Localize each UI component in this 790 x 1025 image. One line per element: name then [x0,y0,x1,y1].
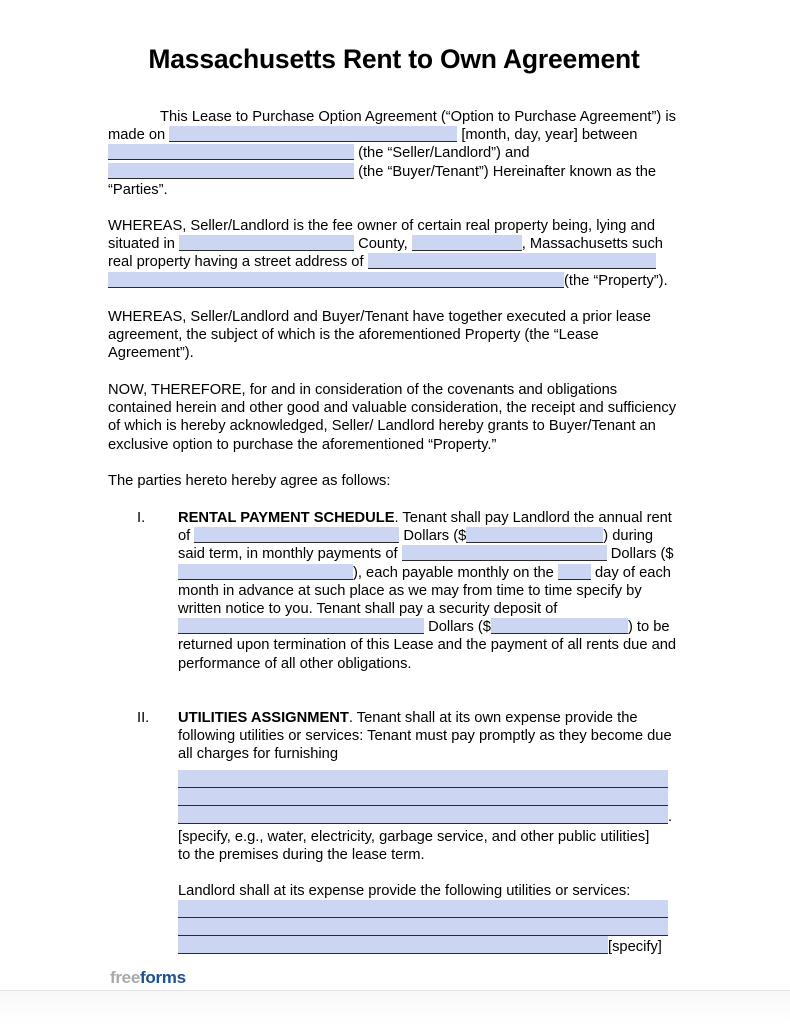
tenant-utilities-line-2[interactable] [178,788,668,806]
tenant-utilities-line-3-row [178,806,680,826]
now-therefore-paragraph: NOW, THEREFORE, for and in consideration of the covenants and obligations contained herein and other good and valuable consideration, the receipt and sufficiency of which is hereby acknowledged, Seller/ Landlord hereby grants to Buyer/Tenant an exclusive option to purchase the aforementioned “Property.” [108,382,677,453]
section-utilities-assignment [108,709,680,957]
freeforms-logo[interactable] [110,968,186,988]
whereas1-text-4: (the “Property”). [564,272,668,289]
section-1-text-7: Dollars ($ [424,619,491,636]
section-1-text-6: day of each month in advance at such place as we may from time to time specify by written notice to you. Tenant shall pay a security deposit of [178,564,671,618]
street-address-blank-field-2[interactable] [108,272,564,288]
page-shadow-area [0,990,790,1025]
monthly-rent-amount-field[interactable] [178,564,353,580]
monthly-rent-words-field[interactable] [402,545,607,561]
buyer-tenant-blank-field[interactable] [108,163,354,179]
street-address-blank-field-1[interactable] [368,253,656,269]
logo-text-free: free [110,968,140,987]
annual-rent-words-field[interactable] [194,527,399,543]
landlord-utilities-line-3[interactable] [178,936,608,954]
section-1-text-5: ), each payable monthly on the [353,564,558,581]
section-2-title: UTILITIES ASSIGNMENT [178,710,349,726]
section-2-period: . [668,808,673,825]
tenant-utilities-line-1[interactable] [178,770,668,788]
city-blank-field[interactable] [412,235,522,251]
security-deposit-amount-field[interactable] [491,618,628,634]
section-1-text-3: ) during said term, in monthly payments of [178,528,654,563]
agree-as-follows-line: The parties hereto hereby agree as follows: [108,473,391,489]
annual-rent-amount-field[interactable] [466,527,603,543]
day-of-month-field[interactable] [558,564,591,580]
section-1-title: RENTAL PAYMENT SCHEDULE [178,510,395,526]
whereas-property-paragraph [108,217,680,290]
tenant-utilities-specify-note: [specify, e.g., water, electricity, garbage service, and other public utilities] [178,828,650,845]
section-2-intro [178,709,680,764]
landlord-utilities-blank-lines [178,900,680,956]
intro-text-3: (the “Seller/Landlord”) and [354,145,530,162]
section-numeral-2: II. [137,710,150,726]
whereas1-text-3: , Massachusetts such real property having a street address of [108,236,663,271]
landlord-utilities-line-2[interactable] [178,918,668,936]
landlord-utilities-line-3-row [178,936,680,956]
section-numeral-1: I. [137,510,146,526]
tenant-utilities-blank-lines [178,770,680,826]
whereas1-text-2: County, [354,236,412,253]
security-deposit-words-field[interactable] [178,618,424,634]
section-1-text-4: Dollars ($ [606,546,674,563]
date-blank-field[interactable] [169,126,457,142]
section-1-text-1: . Tenant shall pay Landlord the annual rent of [178,510,672,545]
landlord-utilities-specify-note: [specify] [608,939,662,956]
landlord-utilities-intro: Landlord shall at its expense provide the following utilities or services: [178,883,631,900]
intro-text-1: This Lease to Purchase Option Agreement (“Option to Purchase Agreement”) is made on [108,109,676,144]
landlord-utilities-line-1[interactable] [178,900,668,918]
intro-text-2: [month, day, year] between [457,127,638,144]
intro-text-4: (the “Buyer/Tenant”) Hereinafter known as the “Parties”. [108,163,657,198]
county-blank-field[interactable] [179,235,354,251]
page-title: Massachusetts Rent to Own Agreement [148,44,640,74]
seller-landlord-blank-field[interactable] [108,144,354,160]
logo-text-forms: forms [140,968,186,987]
whereas1-text-1: WHEREAS, Seller/Landlord is the fee owner of certain real property being, lying and situated in [108,218,655,253]
tenant-utilities-line-3[interactable] [178,806,668,824]
intro-paragraph [108,108,680,199]
section-2-body [178,709,680,957]
section-1-text-8: ) to be returned upon termination of this Lease and the payment of all rents due and performance of all other obligations. [178,619,677,672]
section-1-body [178,509,680,673]
whereas-lease-paragraph: WHEREAS, Seller/Landlord and Buyer/Tenant have together executed a prior lease agreement, the subject of which is the aforementioned Property (the “Lease Agreement”). [108,309,651,362]
section-1-text-2: Dollars ($ [399,528,467,545]
section-rental-payment-schedule [108,509,680,673]
section-2-text-1: . Tenant shall at its own expense provide the following utilities or services: Tenant must pay promptly as they become due all charges for furnishing [178,710,672,763]
tenant-utilities-premises-line: to the premises during the lease term. [178,847,425,864]
